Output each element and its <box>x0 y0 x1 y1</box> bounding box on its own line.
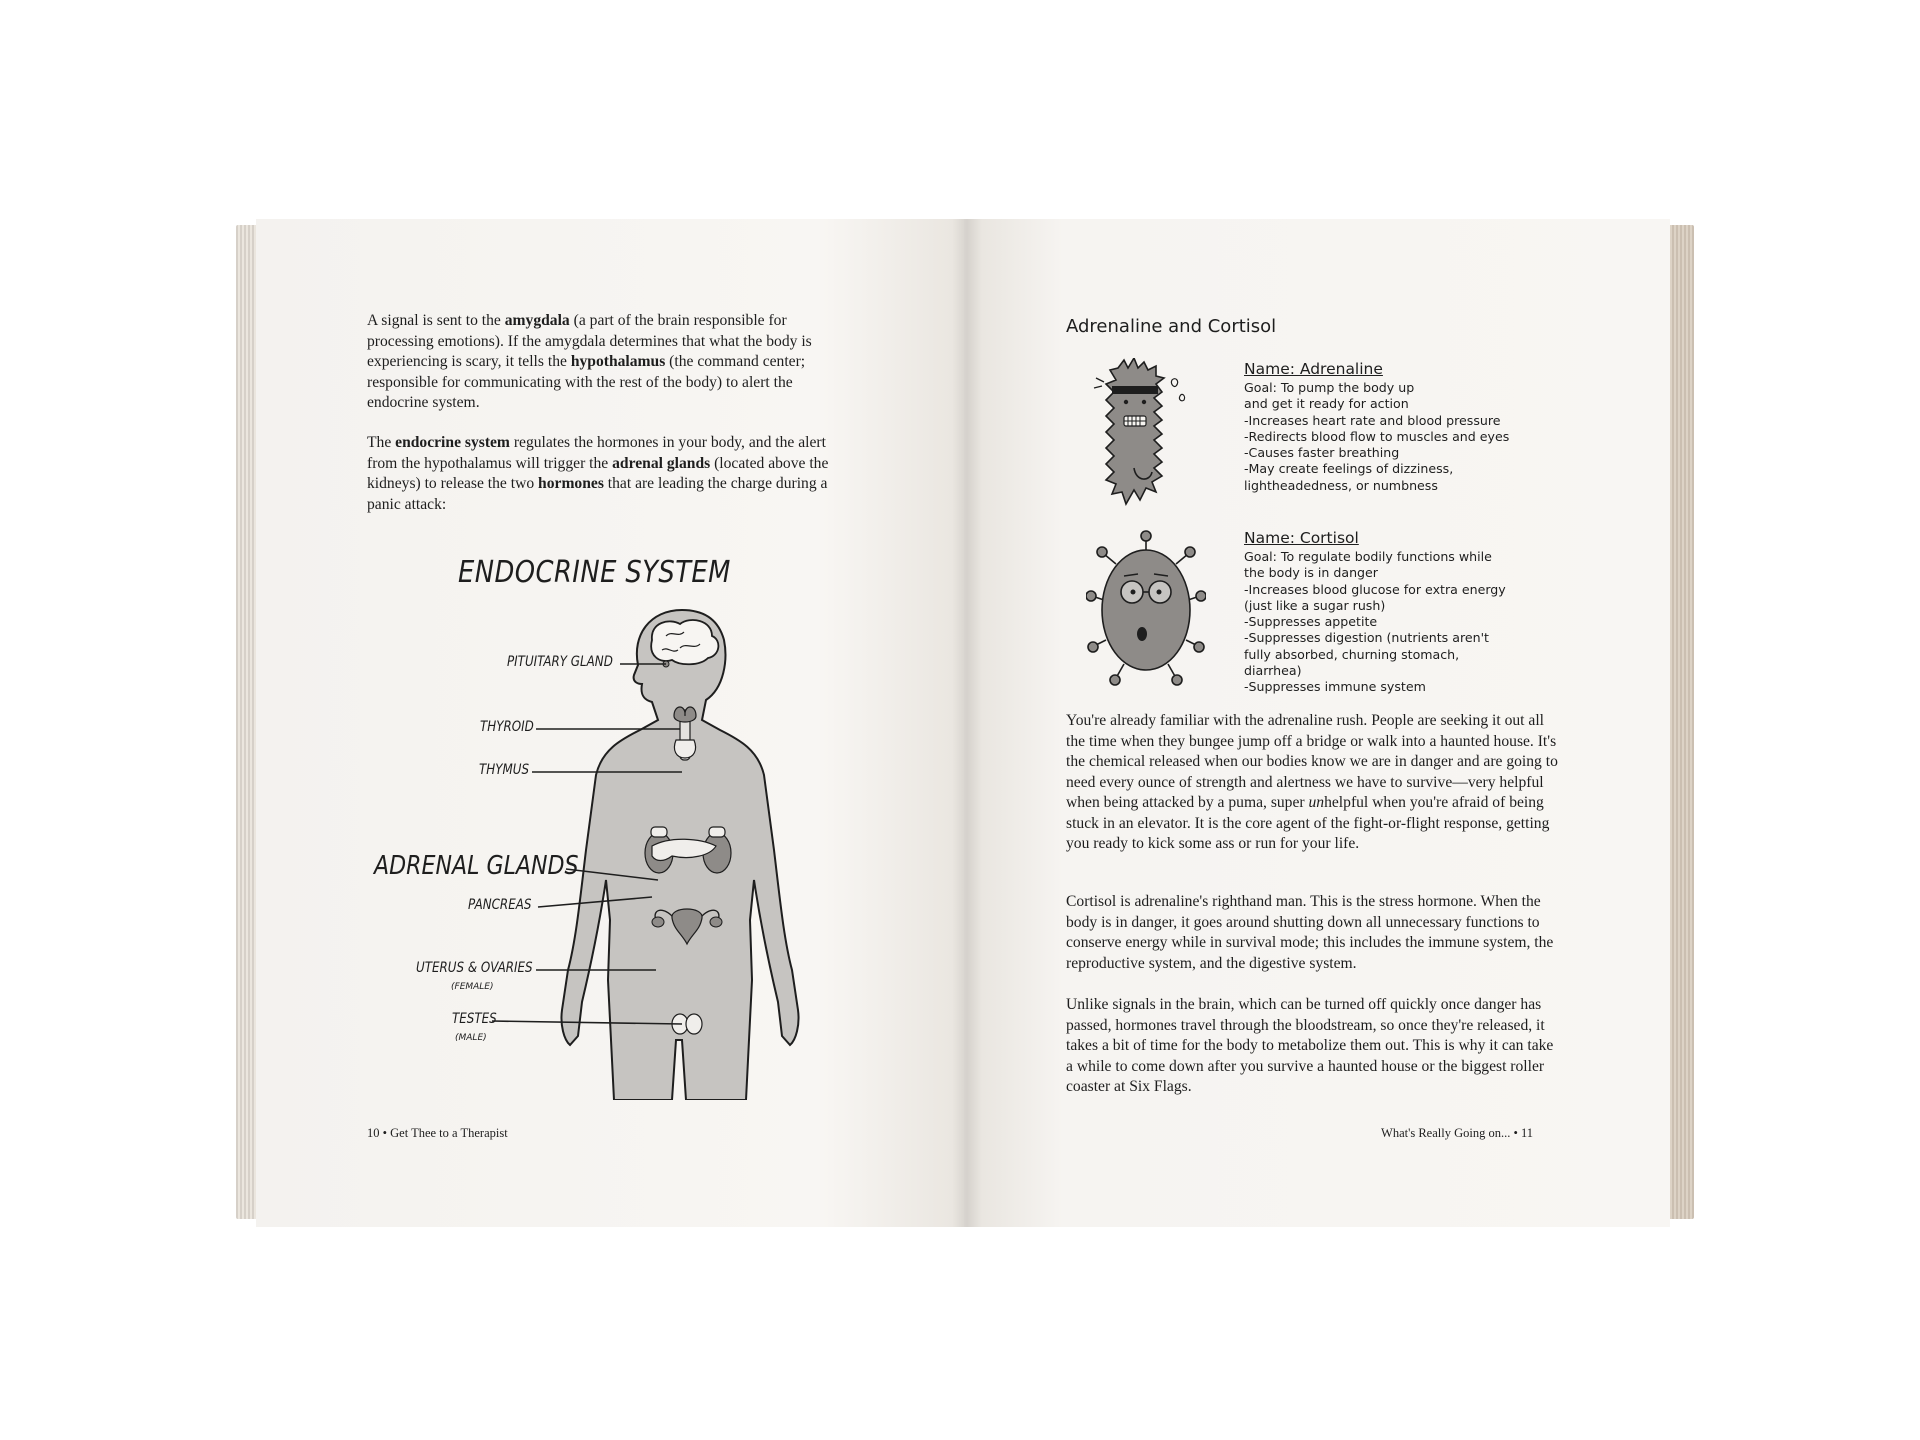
adrenaline-description <box>1244 380 1509 494</box>
label-pituitary: PITUITARY GLAND <box>507 654 613 670</box>
adrenaline-name: Name: Adrenaline <box>1244 360 1383 378</box>
cortisol-line: (just like a sugar rush) <box>1244 597 1386 613</box>
cortisol-character <box>1086 530 1206 690</box>
cortisol-name: Name: Cortisol <box>1244 529 1359 547</box>
cortisol-description <box>1244 549 1506 696</box>
label-thyroid: THYROID <box>480 719 534 735</box>
label-uterus-note: (FEMALE) <box>451 982 494 992</box>
text-run: (a part of the brain responsible for processing emotions). If the amygdala determines that what the body is experiencing is scary, it tells the <box>367 312 812 370</box>
bold-term: adrenal glands <box>612 454 711 472</box>
adrenaline-line: -Causes faster breathing <box>1244 445 1400 461</box>
adrenaline-line: -May create feelings of dizziness, <box>1244 461 1454 477</box>
text-run: A signal is sent to the <box>367 312 505 329</box>
adrenaline-line: lightheadedness, or numbness <box>1244 477 1438 493</box>
cortisol-line: -Suppresses digestion (nutrients aren't <box>1244 630 1489 646</box>
section-title: Adrenaline and Cortisol <box>1066 316 1277 337</box>
adrenaline-line: Goal: To pump the body up <box>1244 380 1415 395</box>
text-run: (located above the kidneys) to release the two <box>367 454 829 492</box>
cortisol-line: -Increases blood glucose for extra energy <box>1244 581 1506 597</box>
cortisol-line: -Suppresses appetite <box>1244 614 1378 630</box>
cortisol-line: diarrhea) <box>1244 663 1302 679</box>
left-folio: 10 • Get Thee to a Therapist <box>367 1126 508 1140</box>
text-run: Unlike signals in the brain, which can be turned off quickly once danger has passed, hormones travel through the bloodstream, so once they're released, it takes a bit of time for the body to metabolize them out. This is why it can take a while to come down after you survive a haunted house or the biggest roller coaster at Six Flags. <box>1066 996 1554 1095</box>
label-pancreas: PANCREAS <box>468 897 532 913</box>
cortisol-line: fully absorbed, churning stomach, <box>1244 646 1460 662</box>
label-testes-note: (MALE) <box>455 1033 487 1043</box>
right-paragraph-3 <box>1066 995 1563 1098</box>
text-run: helpful when you're afraid of being stuck in an elevator. It is the core agent of the fight-or-flight response, getting you ready to kick some ass or run for your life. <box>1066 794 1550 852</box>
cortisol-line: Goal: To regulate bodily functions while <box>1244 549 1492 564</box>
text-run: Cortisol is adrenaline's righthand man. This is the stress hormone. When the body is in danger, it goes around shutting down all unnecessary functions to conserve energy while in survival mode; this includes the immune system, the reproductive system, and the digestive system. <box>1066 893 1554 972</box>
cortisol-line: -Suppresses immune system <box>1244 679 1426 695</box>
bold-term: endocrine system <box>395 434 510 451</box>
label-thymus: THYMUS <box>479 762 530 778</box>
cortisol-line: the body is in danger <box>1244 565 1378 581</box>
text-run: You're already familiar with the adrenaline rush. People are seeking it out all the time when they bungee jump off a bridge or walk into a haunted house. It's the chemical released when our bodies know we are in danger and are going to need every ounce of strength and alertness we have to survive—very helpful when being attacked by a puma, super <box>1066 712 1558 811</box>
bold-term: hypothalamus <box>570 353 666 370</box>
diagram-title: ENDOCRINE SYSTEM <box>458 555 731 590</box>
right-folio: What's Really Going on... • 11 <box>1381 1126 1533 1140</box>
adrenaline-line: -Increases heart rate and blood pressure <box>1244 412 1501 428</box>
label-uterus: UTERUS & OVARIES <box>416 960 533 976</box>
label-testes: TESTES <box>452 1011 497 1027</box>
right-paragraph-2 <box>1066 892 1563 974</box>
bold-term: hormones <box>538 475 604 492</box>
bold-term: amygdala <box>504 312 570 329</box>
text-run: (the command center; responsible for communicating with the rest of the body) to alert the endocrine system. <box>367 353 806 411</box>
text-run: that are leading the charge during a panic attack: <box>367 475 828 513</box>
label-adrenal: ADRENAL GLANDS <box>374 851 579 881</box>
right-paragraph-1 <box>1066 711 1563 855</box>
adrenaline-line: and get it ready for action <box>1244 396 1409 412</box>
italic-term: un <box>1308 794 1325 811</box>
text-run: The <box>367 434 396 451</box>
text-run: regulates the hormones in your body, and the alert from the hypothalamus will trigger the <box>367 434 826 472</box>
adrenaline-line: -Redirects blood flow to muscles and eyes <box>1244 428 1510 444</box>
adrenaline-character <box>1090 358 1190 513</box>
